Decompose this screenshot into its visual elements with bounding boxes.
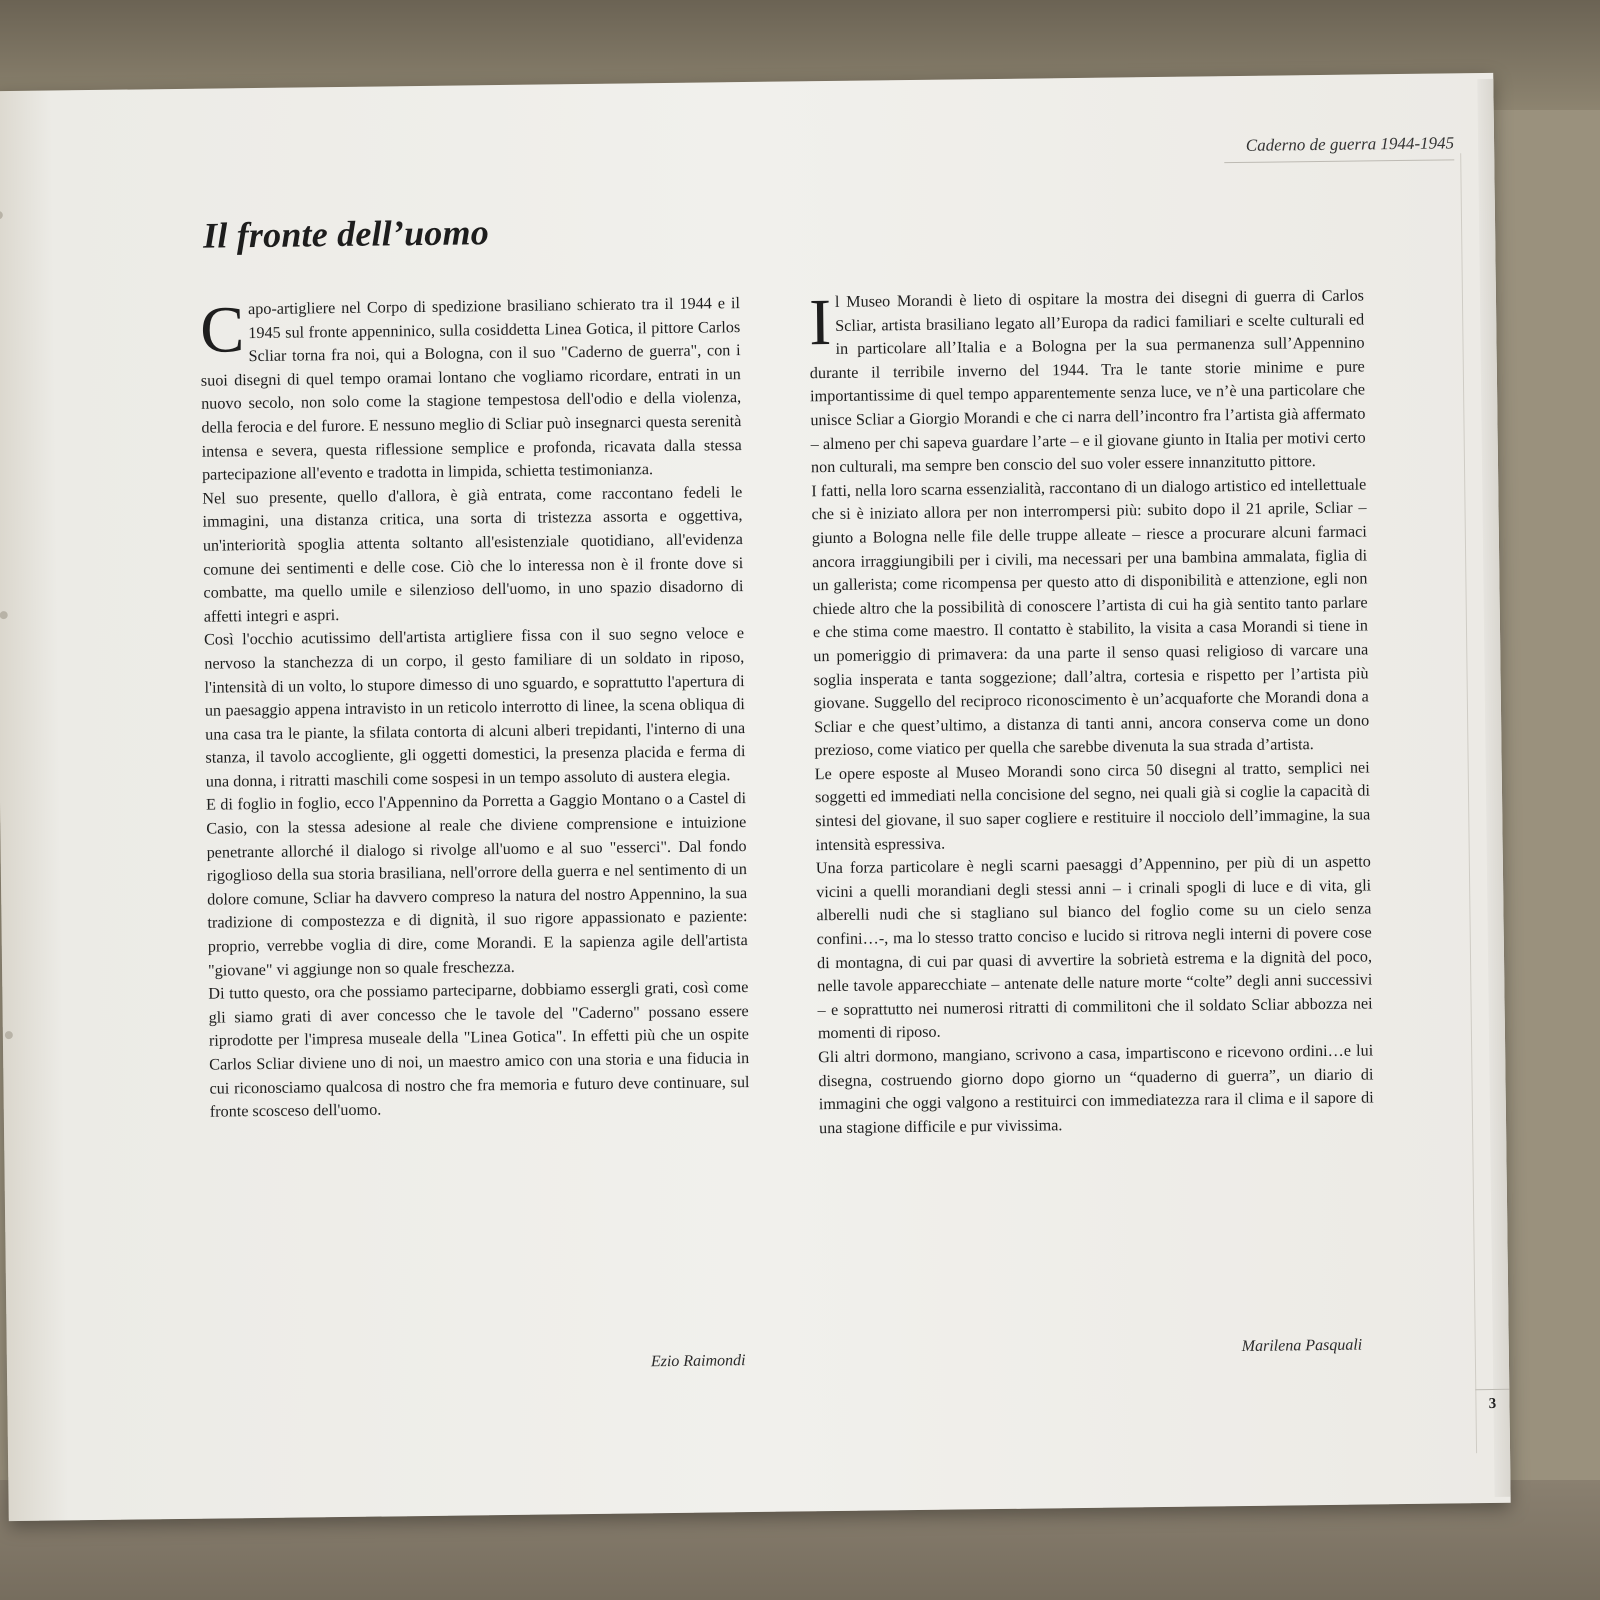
book-page (0, 73, 1511, 1521)
drop-cap: I (808, 285, 832, 360)
binding-hole (0, 611, 8, 619)
page-edge (1477, 79, 1510, 1497)
paragraph: Le opere esposte al Museo Morandi sono circa 50 disegni al tratto, semplici nei soggetti ed immediati nella concisione del segno, nei quali già si coglie la capacità di sintesi del giovane, il suo saper cogliere e restituire il nocciolo dell’immagine, la sua intensità espressiva. (814, 758, 1371, 854)
page-number: 3 (1475, 1389, 1509, 1418)
paragraph: Nel suo presente, quello d'allora, è già entrata, come raccontano fedeli le immagini, una distanza critica, una sorta di tristezza assorta e oggettiva, un'interiorità spoglia attenta soltanto all'esistenziale quotidiano, all'evidenza comune dei sentimenti e delle cose. Ciò che lo interessa non è il fronte dove si combatte, ma quello umile e silenzioso dell'uomo, in uno spazio disadorno di affetti integri e aspri. (202, 482, 744, 626)
article-title: Il fronte dell’uomo (202, 212, 490, 256)
paragraph: Capo-artigliere nel Corpo di spedizione brasiliano schierato tra il 1944 e il 1945 sul fronte appenninico, sulla cosiddetta Linea Gotica, il pittore Carlos Scliar torna fra noi, qui a Bologna, con il suo "Caderno de guerra", con i suoi disegni di quel tempo oramai lontano che vogliamo ricordare, entrati in un nuovo secolo, non solo come la stagione tempestosa dell'odio e della violenza, della ferocia e del furore. E nessuno meglio di Scliar può insegnarci questa serenità intensa e severa, questa riflessione semplice e profonda, ricavata dalla stessa partecipazione all'evento e tradotta in limpida, schietta testimonianza. (199, 293, 742, 484)
binding-hole (5, 1031, 13, 1039)
right-column (809, 284, 1374, 1140)
paragraph: Gli altri dormono, mangiano, scrivono a casa, impartiscono e ricevono ordini…e lui disegna, costruendo giorno dopo giorno un “quaderno di guerra”, un diario di immagini che oggi valgono a restituirci con immediatezza rara il clima e il sapore di una stagione difficile e pur vivissima. (818, 1041, 1374, 1137)
drop-cap: C (199, 293, 245, 367)
paragraph: Di tutto questo, ora che possiamo parteciparne, dobbiamo essergli grati, così come gli siamo grati di aver concesso che le tavole del "Caderno" possano essere riprodotte per l'impresa museale della "Linea Gotica". In effetti più che un ospite Carlos Scliar diviene uno di noi, un maestro amico con una storia e una fiducia in cui riconosciamo qualcosa di nostro che fra memoria e futuro deve continuare, sul fronte scosceso dell'uomo. (208, 978, 750, 1121)
paragraph: E di foglio in foglio, ecco l'Appennino da Porretta a Gaggio Montano o a Castel di Casio, con la stessa adesione al reale che diviene comprensione e intuizione penetrante allorché il dialogo si rivolge all'uomo e al suo "esserci". Dal fondo rigoglioso della sua storia brasiliana, nell'orrore della guerra e nel sentimento di un dolore comune, Scliar ha davvero compreso la natura del nostro Appennino, la sua tradizione di compostezza e di dignità, il suo rigore appassionato e paziente: proprio, verrebbe voglia di dire, come Morandi. E la sapienza agile dell'artista "giovane" vi aggiunge non so quale freschezza. (205, 789, 748, 980)
paragraph: Così l'occhio acutissimo dell'artista artigliere fissa con il suo segno veloce e nervoso la stanchezza di un corpo, il gesto familiare di un soldato in riposo, l'intensità di un volto, lo stupore dimesso di uno sguardo, e soprattutto l'apertura di un paesaggio appena intravisto in un reticolo interrotto di linee, la scena obliqua di una casa tra le piante, la sfilata contorta di alcuni alberi trepidanti, l'interno di una stanza, il tavolo accogliente, gli oggetti domestici, la presenza placida e ferma di una donna, i ritratti maschili come sospesi in un tempo assoluto di austera elegia. (203, 624, 746, 791)
signature-right: Marilena Pasquali (1241, 1336, 1363, 1356)
running-header: Caderno de guerra 1944-1945 (1224, 133, 1454, 163)
paragraph: I fatti, nella loro scarna essenzialità, raccontano di un dialogo artistico ed intellettuale che si è iniziato allora per non interrompersi più: subito dopo il 21 aprile, Scliar – giunto a Bologna nelle file delle truppe alleate – riesce a procurare alcuni farmaci ancora irraggiungibili per i civili, ma necessari per una bambina ammalata, figlia di un gallerista; come ricompensa per questo atto di disponibilità e attenzione, egli non chiede altro che la possibilità di conoscere l’artista di cui ha già sentito tanto parlare e che stima come maestro. Il contatto è stabilito, la visita a casa Morandi si tiene in un pomeriggio di primavera: da una parte il senso quasi religioso di varcare una soglia insperata e tanta soggezione; dall’altra, cortesia e rispetto per l’artista più giovane. Suggello del reciproco riconoscimento è un’acquaforte che Morandi dona a Scliar e che quest’ultimo, a distanza di tanti anni, ancora conserva come un dono prezioso, come viatico per quella che sarebbe divenuta la sua strada d’artista. (811, 475, 1370, 760)
paragraph: Il Museo Morandi è lieto di ospitare la mostra dei disegni di guerra di Carlos Scliar, artista brasiliano legato all’Europa da radici familiari e scelte culturali ed in particolare all’Italia e a Bologna per la sua permanenza sull’Appennino durante il terribile inverno del 1944. Tra le tante storie minime e pure importantissime di quel tempo apparentemente senza luce, ve n’è una particolare che unisce Scliar a Giorgio Morandi e che ci narra dell’incontro fra l’artista già affermato – almeno per chi sapeva guardare l’arte – e il giovane giunto in Italia per motivi certo non culturali, ma sempre ben conscio del suo voler essere innanzitutto pittore. (808, 285, 1366, 477)
signature-left: Ezio Raimondi (650, 1352, 746, 1371)
binding-hole (0, 211, 3, 219)
header-rule (1460, 153, 1477, 1453)
paragraph: Una forza particolare è negli scarni paesaggi d’Appennino, per più di un aspetto vicini a quelli morandiani degli stessi anni – i crinali spogli di luce e di vita, gli alberelli nudi che si stagliano sul bianco del foglio come su un cielo senza confini…-, ma lo stesso tratto conciso e lucido si ritrova negli interni di povere cose di montagna, di cui par quasi di avvertire la sobrietà estrema e la dignità del poco, nelle tavole apparecchiate – antenate delle nature morte “colte” degli anni successivi – e soprattutto nei numerosi ritratti di commilitoni che il soldato Scliar abbozza nei momenti di riposo. (815, 852, 1373, 1043)
left-column (200, 292, 750, 1124)
